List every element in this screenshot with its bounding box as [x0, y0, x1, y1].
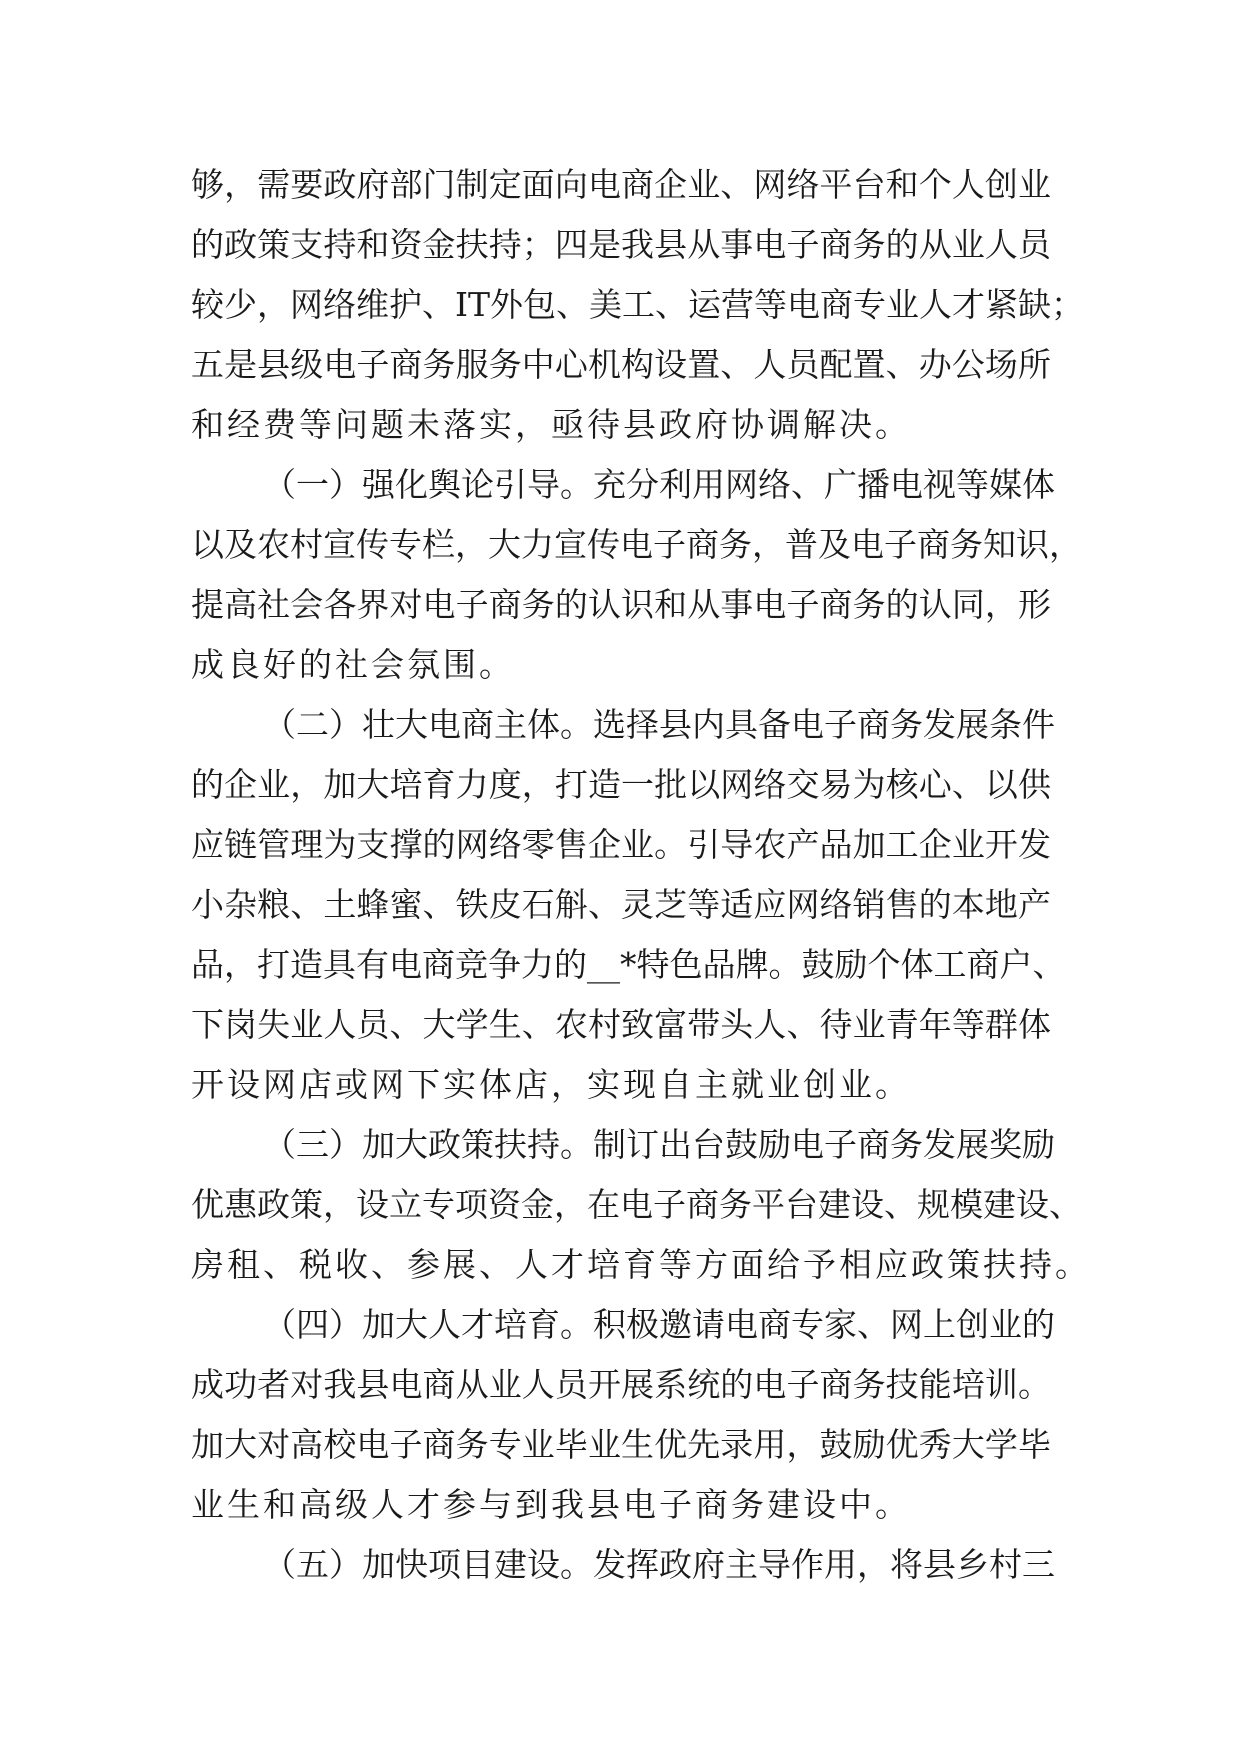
text-line: 五是县级电子商务服务中心机构设置、人员配置、办公场所 — [191, 345, 1051, 384]
text-line: 成功者对我县电商从业人员开展系统的电子商务技能培训。 — [191, 1365, 1051, 1404]
text-line: （四）加大人才培育。积极邀请电商专家、网上创业的 — [263, 1305, 1055, 1344]
text-line: 小杂粮、土蜂蜜、铁皮石斛、灵芝等适应网络销售的本地产 — [191, 885, 1051, 924]
text-line: 业生和高级人才参与到我县电子商务建设中。 — [191, 1485, 911, 1524]
text-line: 和经费等问题未落实，亟待县政府协调解决。 — [191, 405, 911, 444]
text-line: 以及农村宣传专栏，大力宣传电子商务，普及电子商务知识， — [191, 525, 1082, 564]
text-line: 够，需要政府部门制定面向电商企业、网络平台和个人创业 — [191, 165, 1051, 204]
text-line: 的企业，加大培育力度，打造一批以网络交易为核心、以供 — [191, 765, 1051, 804]
text-line: 的政策支持和资金扶持；四是我县从事电子商务的从业人员 — [191, 225, 1051, 264]
text-line: 下岗失业人员、大学生、农村致富带头人、待业青年等群体 — [191, 1005, 1051, 1044]
text-line: 优惠政策，设立专项资金，在电子商务平台建设、规模建设、 — [191, 1185, 1082, 1224]
text-line: 房租、税收、参展、人才培育等方面给予相应政策扶持。 — [191, 1245, 1091, 1284]
text-line: 提高社会各界对电子商务的认识和从事电子商务的认同，形 — [191, 585, 1051, 624]
text-line: （一）强化舆论引导。充分利用网络、广播电视等媒体 — [263, 465, 1055, 504]
text-line: 加大对高校电子商务专业毕业生优先录用，鼓励优秀大学毕 — [191, 1425, 1051, 1464]
text-line: （五）加快项目建设。发挥政府主导作用，将县乡村三 — [263, 1545, 1055, 1584]
text-line: 品，打造具有电商竞争力的__*特色品牌。鼓励个体工商户、 — [191, 945, 1066, 984]
text-line: 开设网店或网下实体店，实现自主就业创业。 — [191, 1065, 911, 1104]
text-line: （三）加大政策扶持。制订出台鼓励电子商务发展奖励 — [263, 1125, 1055, 1164]
text-line: 应链管理为支撑的网络零售企业。引导农产品加工企业开发 — [191, 825, 1051, 864]
text-line: 成良好的社会氛围。 — [191, 645, 515, 684]
text-line: （二）壮大电商主体。选择县内具备电子商务发展条件 — [263, 705, 1055, 744]
text-line: 较少，网络维护、IT外包、美工、运营等电商专业人才紧缺； — [191, 285, 1085, 324]
